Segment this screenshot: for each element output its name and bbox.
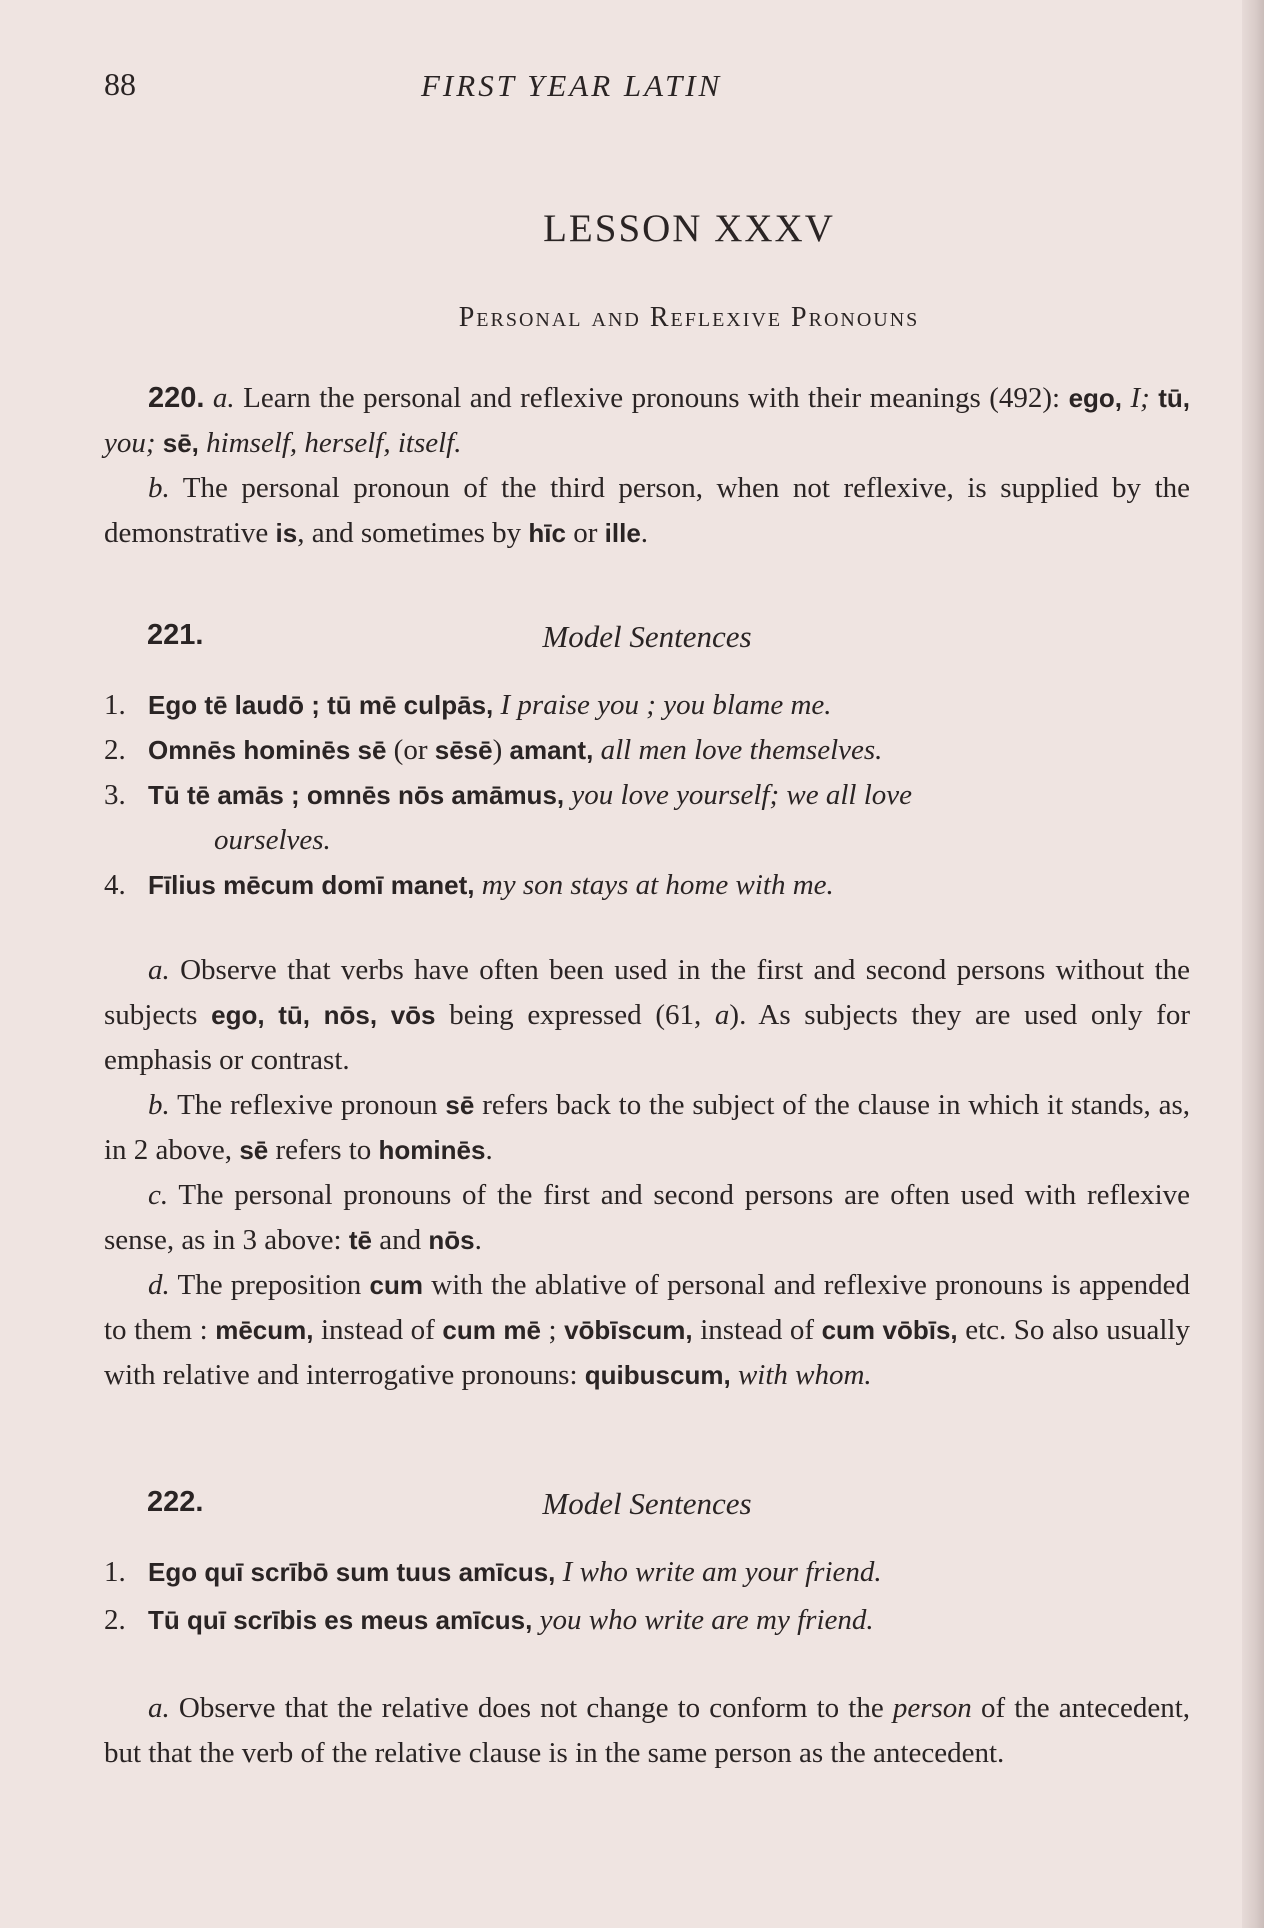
latin-text: Tū tē amās ; omnēs nōs amāmus, [148, 780, 565, 810]
model-sentence [104, 728, 1190, 773]
latin-word: nōs [428, 1225, 475, 1255]
text: refers to [268, 1134, 379, 1166]
text: ; [540, 1314, 565, 1346]
translation: you; [104, 427, 156, 459]
text: The personal pronouns of the first and second persons are often used with reflexive sense, as in 3 above: [104, 1179, 1190, 1256]
text: etc. So also usually with relative and interrogative pronouns: [104, 1314, 1190, 1391]
item-label: a. [148, 1692, 170, 1724]
model-sentence [104, 1598, 1190, 1643]
model-sentence [104, 1550, 1190, 1595]
page-edge [1242, 0, 1264, 1928]
text: . [485, 1134, 493, 1166]
latin-word: ego, tū, nōs, vōs [211, 1000, 436, 1030]
latin-word: mēcum, [215, 1315, 314, 1345]
text: with the ablative of personal and reflexive pronouns is appended to them : [104, 1269, 1190, 1346]
latin-word: vōbīscum, [564, 1315, 693, 1345]
running-title: FIRST YEAR LATIN [421, 68, 723, 103]
text: The personal pronoun of the third person, when not reflexive, is supplied by the demonstrative [104, 472, 1190, 549]
section-number: 222. [147, 1486, 204, 1518]
item-label: a. [212, 382, 235, 414]
paragraph-220a [104, 376, 1190, 466]
latin-text: Ego quī scrībō sum tuus amīcus, [148, 1557, 556, 1587]
latin-word: sē, [155, 428, 199, 458]
text: refers back to the subject of the clause in which it stands, as, in 2 above, [104, 1089, 1191, 1166]
running-header [104, 66, 1192, 110]
text: Learn the personal and reflexive pronouns with their meanings (492): [234, 382, 1069, 414]
paragraph-220b [104, 466, 1190, 556]
text: a [714, 999, 730, 1031]
page-number: 88 [104, 66, 136, 102]
latin-text: amant, [509, 735, 594, 765]
latin-text: Omnēs hominēs sē [148, 735, 387, 765]
text: The reflexive pronoun [169, 1089, 446, 1121]
text: . [640, 517, 649, 549]
sentence-number: 4. [104, 869, 126, 901]
latin-word: quibuscum, [584, 1360, 731, 1390]
text: . [474, 1224, 482, 1256]
latin-word: tē [348, 1225, 372, 1255]
latin-word: cum [369, 1270, 424, 1300]
latin-word: cum vōbīs, [821, 1315, 958, 1345]
english-text: you who write are my friend. [532, 1604, 874, 1636]
sentence-number: 2. [104, 734, 126, 766]
latin-word: cum mē [442, 1315, 541, 1345]
sentence-number: 2. [104, 1604, 126, 1636]
section-number: 221. [147, 619, 204, 651]
text: (or [386, 734, 435, 766]
text: ). As subjects they are used only for emphasis or contrast. [104, 999, 1190, 1076]
english-text: all men love themselves. [593, 734, 883, 766]
text: instead of [313, 1314, 443, 1346]
section-heading: Model Sentences [542, 1486, 752, 1521]
latin-word: hīc [528, 518, 566, 548]
note-221b [104, 1083, 1190, 1173]
english-text: I who write am your friend. [555, 1556, 882, 1588]
latin-word: ille [604, 518, 641, 548]
text: being expressed (61, [435, 999, 715, 1031]
text: of the antecedent, but that the verb of the relative clause is in the same person as the antecedent. [104, 1692, 1190, 1769]
text: instead of [692, 1314, 822, 1346]
english-text: you love yourself; we all love [564, 779, 913, 811]
section-222-heading [104, 1486, 1190, 1526]
sentence-number: 3. [104, 779, 126, 811]
latin-word: ego, [1068, 383, 1123, 413]
item-label: c. [148, 1179, 169, 1211]
latin-word: sē [445, 1090, 475, 1120]
english-text: ourselves. [214, 824, 331, 856]
english-text: my son stays at home with me. [474, 869, 834, 901]
text: The preposition [169, 1269, 370, 1301]
section-heading: Model Sentences [542, 619, 752, 654]
translation: himself, herself, itself. [198, 427, 462, 459]
latin-text: sēsē [434, 735, 493, 765]
model-sentence [104, 863, 1190, 908]
note-221d [104, 1263, 1190, 1398]
latin-word: is [275, 518, 298, 548]
latin-word: sē [239, 1135, 269, 1165]
lesson-title: LESSON XXXV [543, 207, 835, 250]
model-sentence [104, 773, 1190, 863]
section-221-heading [104, 619, 1190, 659]
text: Observe that the relative does not change to conform to the [169, 1692, 893, 1724]
latin-word: tū, [1149, 383, 1191, 413]
text: ) [492, 734, 510, 766]
note-222a [104, 1686, 1190, 1776]
note-221c [104, 1173, 1190, 1263]
section-number: 220. [148, 382, 205, 414]
english-text: I praise you ; you blame me. [493, 689, 832, 721]
item-label: a. [148, 954, 170, 986]
latin-text: Tū quī scrībis es meus amīcus, [148, 1605, 533, 1635]
section-title: Personal and Reflexive Pronouns [458, 302, 920, 333]
item-label: d. [148, 1269, 170, 1301]
text: person [892, 1692, 972, 1724]
latin-text: Ego tē laudō ; tū mē culpās, [148, 690, 494, 720]
latin-word: hominēs [378, 1135, 486, 1165]
item-label: b. [148, 1089, 170, 1121]
item-label: b. [148, 472, 170, 504]
text: , and sometimes by [297, 517, 529, 549]
translation: with whom. [730, 1359, 872, 1391]
text: and [371, 1224, 429, 1256]
sentence-number: 1. [104, 1556, 126, 1588]
sentence-number: 1. [104, 689, 126, 721]
translation: I; [1122, 382, 1150, 414]
note-221a [104, 948, 1190, 1083]
latin-text: Fīlius mēcum domī manet, [148, 870, 475, 900]
text: or [565, 517, 605, 549]
text: Observe that verbs have often been used in the first and second persons without the subjects [104, 954, 1190, 1031]
model-sentence [104, 683, 1190, 728]
